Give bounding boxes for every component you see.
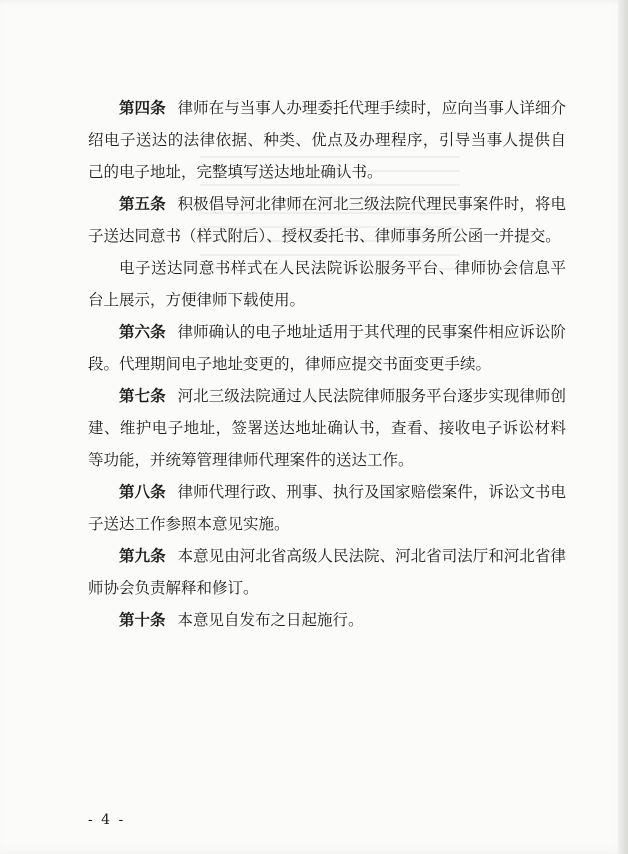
article-heading: 第七条	[119, 387, 166, 405]
article-heading: 第八条	[119, 483, 166, 501]
article-text: 律师确认的电子地址适用于其代理的民事案件相应诉讼阶段。代理期间电子地址变更的，律师应提交书面变更手续。	[88, 323, 566, 373]
article-9	[88, 540, 566, 604]
article-heading: 第五条	[119, 195, 166, 213]
article-10	[88, 604, 566, 636]
document-body	[88, 92, 566, 636]
page-edge-shadow	[618, 0, 628, 854]
article-8	[88, 476, 566, 540]
article-text: 律师代理行政、刑事、执行及国家赔偿案件，诉讼文书电子送达工作参照本意见实施。	[88, 483, 566, 533]
article-text: 本意见自发布之日起施行。	[177, 611, 364, 629]
article-text: 律师在与当事人办理委托代理手续时，应向当事人详细介绍电子送达的法律依据、种类、优点及办理程序，引导当事人提供自己的电子地址，完整填写送达地址确认书。	[88, 99, 566, 181]
article-heading: 第十条	[119, 611, 166, 629]
article-text: 河北三级法院通过人民法院律师服务平台逐步实现律师创建、维护电子地址，签署送达地址确认书，查看、接收电子诉讼材料等功能，并统筹管理律师代理案件的送达工作。	[88, 387, 566, 469]
article-text: 电子送达同意书样式在人民法院诉讼服务平台、律师协会信息平台上展示，方便律师下载使用。	[88, 259, 566, 309]
article-5	[88, 188, 566, 252]
article-5-note	[88, 252, 566, 316]
article-4	[88, 92, 566, 188]
article-7	[88, 380, 566, 476]
article-text: 本意见由河北省高级人民法院、河北省司法厅和河北省律师协会负责解释和修订。	[88, 547, 566, 597]
page-number: - 4 -	[88, 812, 126, 828]
article-text: 积极倡导河北律师在河北三级法院代理民事案件时，将电子送达同意书（样式附后）、授权委托书、律师事务所公函一并提交。	[88, 195, 566, 245]
article-heading: 第六条	[119, 323, 166, 341]
article-heading: 第九条	[119, 547, 166, 565]
article-6	[88, 316, 566, 380]
article-heading: 第四条	[119, 99, 166, 117]
